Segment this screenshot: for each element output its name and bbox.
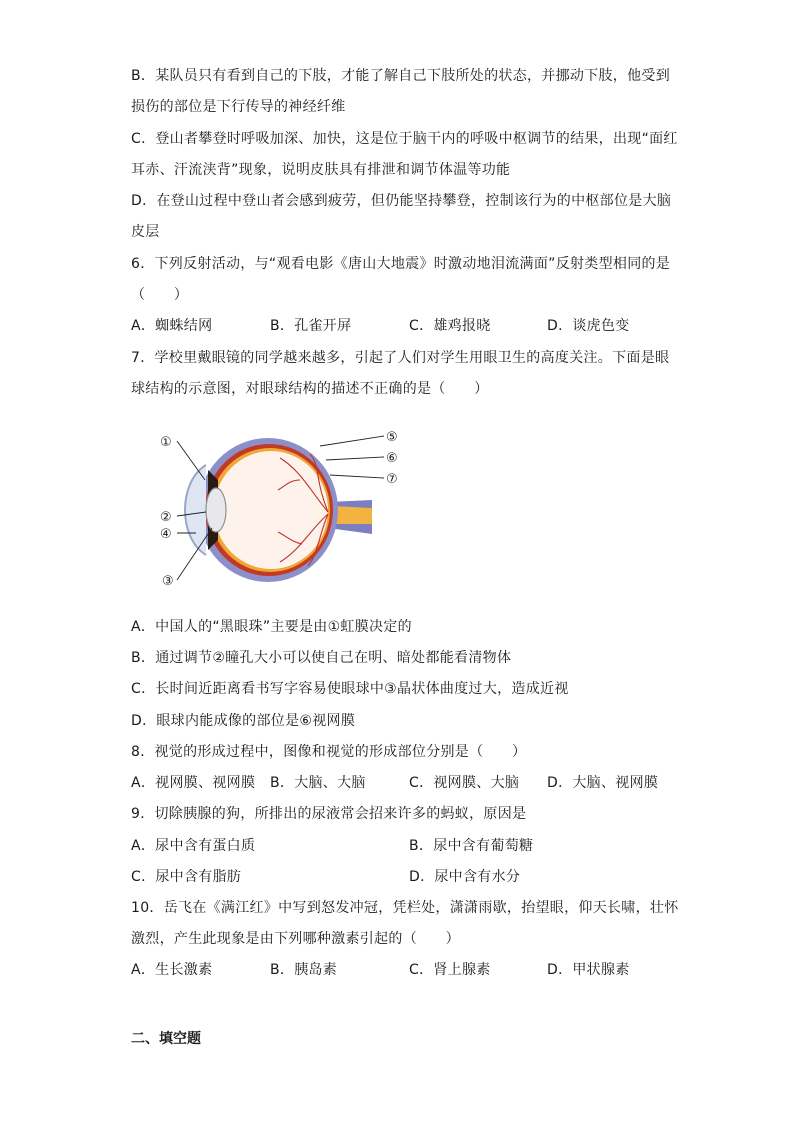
- q5-option-b-line2: 损伤的部位是下行传导的神经纤维: [131, 99, 346, 115]
- section-heading-fill-in: 二、填空题: [131, 1031, 201, 1047]
- q9-option-d[interactable]: D．尿中含有水分: [409, 869, 521, 885]
- q9-stem: 9．切除胰腺的狗，所排出的尿液常会招来许多的蚂蚁，原因是: [131, 806, 527, 822]
- q7-stem-line1: 7．学校里戴眼镜的同学越来越多，引起了人们对学生用眼卫生的高度关注。下面是眼: [131, 350, 670, 366]
- q8-option-b[interactable]: B．大脑、大脑: [270, 775, 366, 791]
- q7-option-a[interactable]: A．中国人的“黑眼珠”主要是由①虹膜决定的: [131, 619, 412, 635]
- q8-option-d[interactable]: D．大脑、视网膜: [547, 775, 659, 791]
- q7-stem-line2: 球结构的示意图，对眼球结构的描述不正确的是（ ）: [131, 381, 489, 397]
- q5-option-b-line1: B．某队员只有看到自己的下肢，才能了解自己下肢所处的状态，并挪动下肢，他受到: [131, 68, 671, 84]
- q9-option-c[interactable]: C．尿中含有脂肪: [131, 869, 242, 885]
- q5-option-d-line2: 皮层: [131, 224, 160, 240]
- q8-option-a[interactable]: A．视网膜、视网膜: [131, 775, 256, 791]
- lens: [206, 488, 226, 532]
- label-4: ④: [160, 527, 172, 542]
- q6-stem-line2: （ ）: [131, 287, 189, 303]
- q7-option-b[interactable]: B．通过调节②瞳孔大小可以使自己在明、暗处都能看清物体: [131, 650, 512, 666]
- q6-option-b[interactable]: B．孔雀开屏: [270, 318, 352, 334]
- q10-option-c[interactable]: C．肾上腺素: [409, 962, 491, 978]
- label-3: ③: [162, 574, 174, 589]
- q10-option-b[interactable]: B．胰岛素: [270, 962, 338, 978]
- q5-option-d-line1: D．在登山过程中登山者会感到疲劳，但仍能坚持攀登，控制该行为的中枢部位是大脑: [131, 193, 672, 209]
- q6-option-c[interactable]: C．雄鸡报晓: [409, 318, 491, 334]
- q6-option-a[interactable]: A．蜘蛛结网: [131, 318, 213, 334]
- q6-option-d[interactable]: D．谈虎色变: [547, 318, 630, 334]
- q8-stem: 8．视觉的形成过程中，图像和视觉的形成部位分别是（ ）: [131, 744, 527, 760]
- q10-option-d[interactable]: D．甲状腺素: [547, 962, 630, 978]
- label-2: ②: [160, 510, 172, 525]
- q9-option-a[interactable]: A．尿中含有蛋白质: [131, 838, 256, 854]
- q6-stem-line1: 6．下列反射活动，与“观看电影《唐山大地震》时激动地泪流满面”反射类型相同的是: [131, 256, 671, 272]
- vitreous-body: [214, 451, 328, 569]
- q10-stem-line2: 激烈，产生此现象是由下列哪种激素引起的（ ）: [131, 931, 460, 947]
- label-7: ⑦: [386, 472, 398, 487]
- q5-option-c-line2: 耳赤、汗流浃背”现象，说明皮肤具有排泄和调节体温等功能: [131, 162, 511, 178]
- q8-option-c[interactable]: C．视网膜、大脑: [409, 775, 520, 791]
- label-1: ①: [160, 435, 172, 450]
- q7-option-c[interactable]: C．长时间近距离看书写字容易使眼球中③晶状体曲度过大，造成近视: [131, 681, 569, 697]
- q7-option-d[interactable]: D．眼球内能成像的部位是⑥视网膜: [131, 713, 356, 729]
- q9-option-b[interactable]: B．尿中含有葡萄糖: [409, 838, 534, 854]
- optic-nerve-core: [332, 506, 372, 524]
- q5-option-c-line1: C．登山者攀登时呼吸加深、加快，这是位于脑干内的呼吸中枢调节的结果，出现“面红: [131, 131, 678, 147]
- eyeball-diagram: [150, 420, 410, 590]
- q10-stem-line1: 10．岳飞在《满江红》中写到怒发冲冠，凭栏处，潇潇雨歇，抬望眼，仰天长啸，壮怀: [131, 900, 679, 916]
- q10-option-a[interactable]: A．生长激素: [131, 962, 213, 978]
- label-5: ⑤: [386, 430, 398, 445]
- label-6: ⑥: [386, 451, 398, 466]
